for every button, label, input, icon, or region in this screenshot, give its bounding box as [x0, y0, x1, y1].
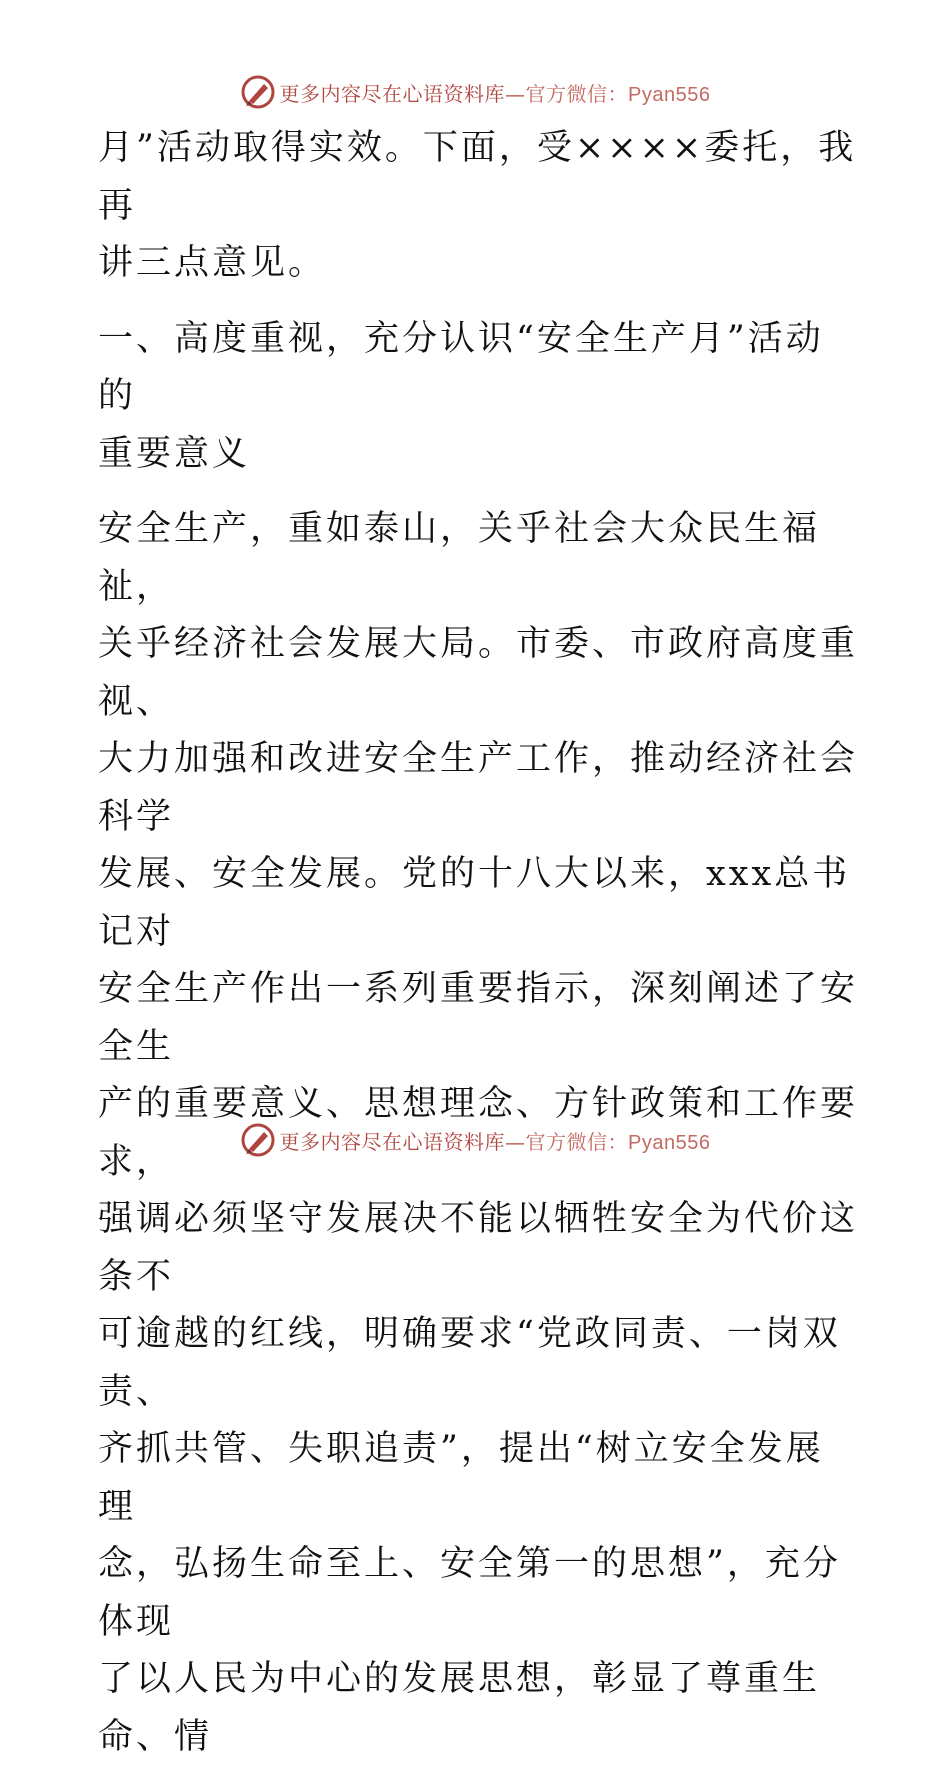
paragraph-line: 念，弘扬生命至上、安全第一的思想”，充分体现 [98, 1544, 841, 1642]
banner-separator: — [505, 1129, 526, 1154]
banner-separator: — [505, 81, 526, 106]
intro-line-1: 月”活动取得实效。下面，受××××委托，我再 [98, 128, 857, 226]
paragraph-line: 齐抓共管、失职追责”，提出“树立安全发展理 [98, 1429, 824, 1527]
paragraph-line: 了以人民为中心的发展思想，彰显了尊重生命、情 [98, 1659, 821, 1757]
paragraph-line: 发展、安全发展。党的十八大以来，xxx总书记对 [98, 854, 851, 952]
banner-site-text: 更多内容尽在心语资料库 [279, 1129, 506, 1154]
paragraph-line: 产的重要意义、思想理念、方针政策和工作要求， [98, 1084, 859, 1182]
banner-wechat-text: 官方微信：Pyan556 [525, 83, 711, 106]
paragraph-line: 强调必须坚守发展决不能以牺牲安全为代价这条不 [98, 1199, 859, 1297]
header-banner [0, 72, 950, 112]
footer-banner [0, 1120, 950, 1160]
paragraph-line: 大力加强和改进安全生产工作，推动经济社会科学 [98, 739, 859, 837]
banner-text [280, 78, 711, 107]
pen-logo-icon [240, 1122, 276, 1158]
pen-logo-icon [240, 74, 276, 110]
paragraph-line: 安全生产，重如泰山，关乎社会大众民生福祉， [98, 509, 821, 607]
paragraph-line: 可逾越的红线，明确要求“党政同责、一岗双责、 [98, 1314, 841, 1412]
section-heading-line-2: 重要意义 [98, 433, 251, 474]
banner-site-text: 更多内容尽在心语资料库 [279, 81, 506, 106]
paragraph-line: 关乎经济社会发展大局。市委、市政府高度重视、 [98, 624, 859, 722]
intro-line-2: 讲三点意见。 [98, 243, 327, 283]
section-heading-line-1: 一、高度重视，充分认识“安全生产月”活动的 [98, 318, 824, 416]
banner-wechat-text: 官方微信：Pyan556 [525, 1131, 711, 1154]
paragraph-line: 安全生产作出一系列重要指示，深刻阐述了安全生 [98, 969, 859, 1067]
document-body [98, 120, 858, 1766]
banner-text [280, 1126, 711, 1155]
